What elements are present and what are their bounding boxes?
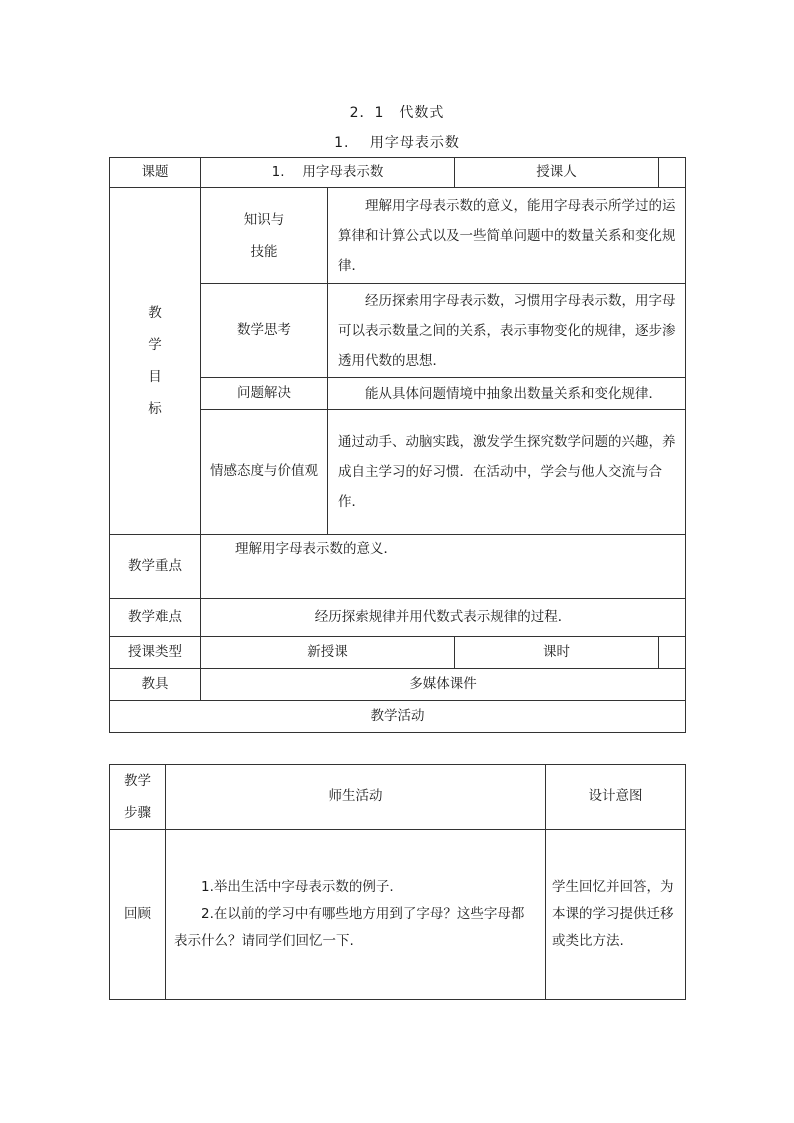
goal-text-problem-solving: 能从具体问题情境中抽象出数量关系和变化规律． — [328, 378, 686, 410]
goals-label-char: 标 — [148, 401, 162, 417]
step-intent: 学生回忆并回答，为本课的学习提供迁移或类比方法. — [546, 830, 686, 1000]
goal-label-problem-solving: 问题解决 — [201, 378, 328, 410]
document-title: 2．1 代数式 — [349, 105, 445, 121]
difficulty-label: 教学难点 — [110, 599, 201, 637]
key-point-text: 理解用字母表示数的意义． — [201, 535, 686, 599]
goal-text-attitude: 通过动手、动脑实践，激发学生探究数学问题的兴趣，养成自主学习的好习惯．在活动中，学会与他人交流与合作． — [328, 410, 686, 535]
step-activities — [166, 830, 546, 1000]
intent-column-header: 设计意图 — [546, 765, 686, 830]
lesson-plan-table — [109, 157, 686, 733]
lesson-type-value: 新授课 — [201, 637, 455, 669]
period-value — [659, 637, 686, 669]
teacher-value — [659, 158, 686, 188]
document-subtitle: 1. 用字母表示数 — [334, 135, 460, 151]
step-header-line: 步骤 — [124, 805, 151, 821]
key-point-label: 教学重点 — [110, 535, 201, 599]
step-column-header — [110, 765, 166, 830]
goals-label-char: 目 — [148, 369, 162, 385]
step-header-line: 教学 — [124, 773, 151, 789]
goal-text-knowledge: 理解用字母表示数的意义，能用字母表示所学过的运算律和计算公式以及一些简单问题中的数量关系和变化规律． — [328, 188, 686, 284]
goals-label-char: 学 — [148, 337, 162, 353]
tools-value: 多媒体课件 — [201, 669, 686, 701]
goals-label-char: 教 — [148, 305, 162, 321]
goals-label — [110, 188, 201, 535]
lesson-type-label: 授课类型 — [110, 637, 201, 669]
period-label: 课时 — [455, 637, 659, 669]
activity-column-header: 师生活动 — [166, 765, 546, 830]
goal-text-thinking: 经历探索用字母表示数，习惯用字母表示数，用字母可以表示数量之间的关系，表示事物变化的规律，逐步渗透用代数的思想． — [328, 284, 686, 378]
difficulty-text: 经历探索规律并用代数式表示规律的过程． — [201, 599, 686, 637]
activity-item: 1.举出生活中字母表示数的例子. — [201, 879, 394, 895]
teaching-steps-table — [109, 764, 686, 1000]
goal-label-knowledge — [201, 188, 328, 284]
activity-item: 2.在以前的学习中有哪些地方用到了字母？这些字母都表示什么？请同学们回忆一下. — [174, 906, 525, 949]
step-name: 回顾 — [110, 830, 166, 1000]
topic-label: 课题 — [110, 158, 201, 188]
activities-heading: 教学活动 — [110, 701, 686, 733]
goal-label-line: 知识与 — [243, 211, 285, 228]
topic-value: 1. 用字母表示数 — [201, 158, 455, 188]
goal-label-line: 技能 — [250, 243, 278, 260]
teacher-label: 授课人 — [455, 158, 659, 188]
goal-label-thinking: 数学思考 — [201, 284, 328, 378]
goal-label-attitude: 情感态度与价值观 — [201, 410, 328, 535]
tools-label: 教具 — [110, 669, 201, 701]
